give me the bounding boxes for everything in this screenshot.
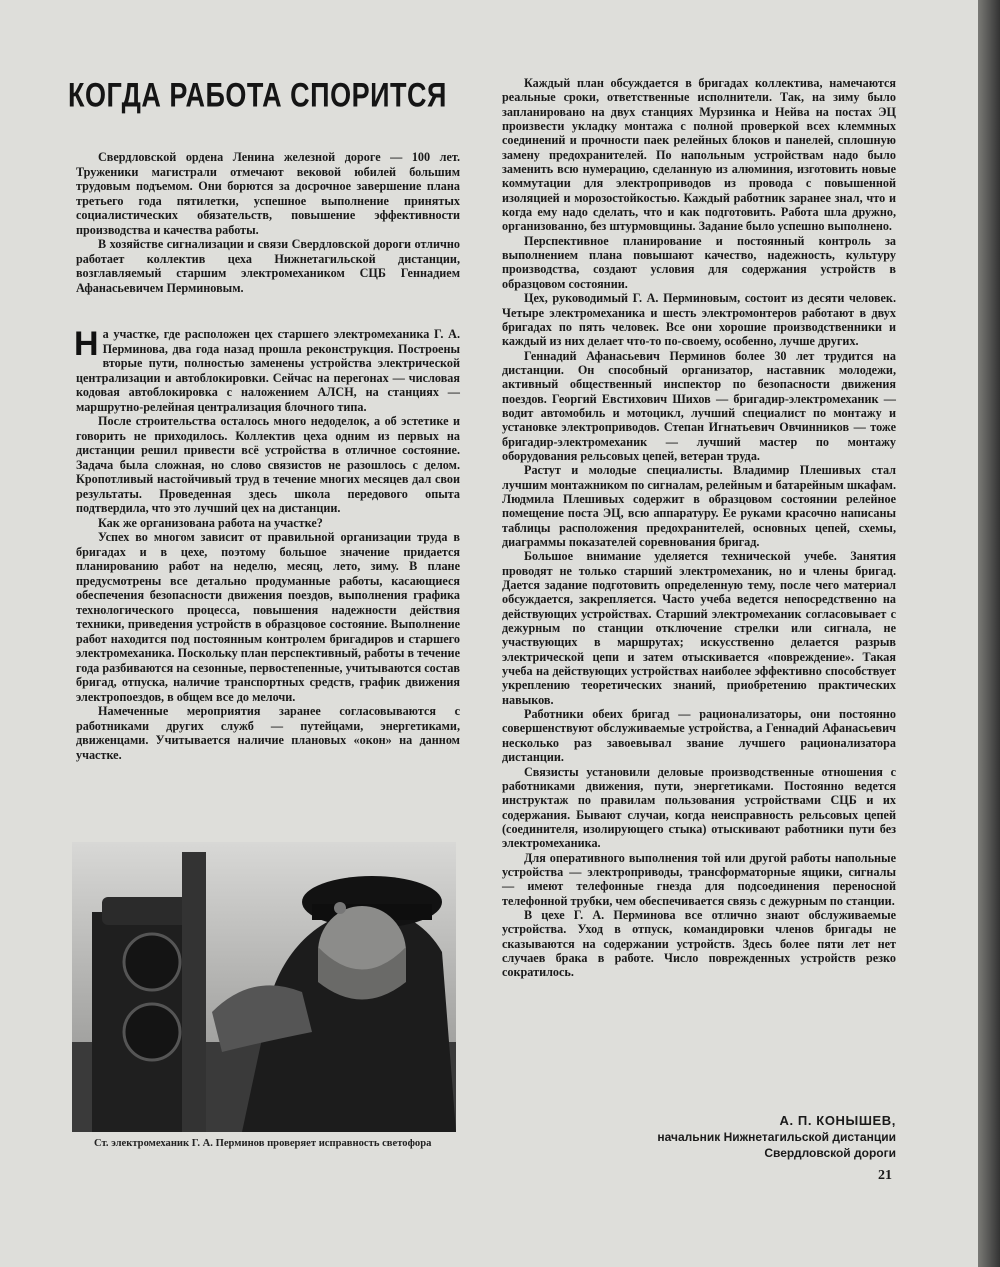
body-paragraph: Намеченные мероприятия заранее согласовываются с работниками других служб — путейцами, энергетиками, движенцами. Учитывается наличие плановых «окон» на данном участке.	[76, 704, 460, 762]
body-paragraph: Связисты установили деловые производственные отношения с работниками движения, пути, энергетиками. Постоянно ведется инструктаж по правилам пользования устройствами СЦБ и их содержания. Бывают случаи, когда неисправность рельсовых цепей (соединителя, изолирующего стыка) отыскивают работники пути без электромеханика.	[502, 764, 896, 851]
article-lead	[76, 150, 460, 295]
photo-caption: Ст. электромеханик Г. А. Перминов проверяет исправность светофора	[94, 1138, 432, 1149]
lead-paragraph: Свердловской ордена Ленина железной дороге — 100 лет. Труженики магистрали отмечают вековой юбилей большим трудовым подъемом. Они борются за досрочное завершение плана третьего года пятилетки, успешное выполнение принятых социалистических обязательств, повышение эффективности производства и качества работы.	[76, 150, 460, 237]
author-signature	[657, 1113, 896, 1161]
author-name: А. П. КОНЫШЕВ,	[779, 1113, 896, 1128]
body-paragraph: Работники обеих бригад — рационализаторы, они постоянно совершенствуют обслуживаемые устройства, а Геннадий Афанасьевич несколько раз завоевывал звание лучшего рационализатора дистанции.	[502, 707, 896, 765]
lead-paragraph: В хозяйстве сигнализации и связи Свердловской дороги отлично работает коллектив цеха Нижнетагильской дистанции, возглавляемый старшим электромехаником СЦБ Геннадием Афанасьевичем Перминовым.	[76, 237, 460, 295]
article-title: КОГДА РАБОТА СПОРИТСЯ	[68, 76, 447, 115]
body-paragraph: Каждый план обсуждается в бригадах коллектива, намечаются реальные сроки, ответственные исполнители. Так, на зиму было запланировано на двух станциях Мурзинка и Нейва на постах ЭЦ произвести укладку монтажа с полной проверкой всех клеммных соединений и прочности паек релейных блоков и панелей, сплошную замену предохранителей. По напольным устройствам надо было заменить всю нумерацию, сделанную из алюминия, изготовить новые коммутации для электроприводов из провода с повышенной изоляцией и морозостойкостью. Каждый работник заранее знал, что и когда ему надо сделать, что и как подготовить. Работа шла дружно, организованно, без штурмовщины. Задание было успешно выполнено.	[502, 76, 896, 234]
left-column	[76, 327, 460, 762]
body-paragraph: После строительства осталось много недоделок, а об эстетике и говорить не приходилось. Коллектив цеха одним из первых на дистанции решил привести всё устройства в отличное состояние. Задача была сложная, но слово связистов не разошлось с делом. Кропотливый настойчивый труд в течение многих месяцев дал свои результаты. Проведенная здесь школа передового опыта подтвердила, что это лучший цех на дистанции.	[76, 414, 460, 515]
drop-cap: Н	[74, 325, 99, 363]
body-paragraph: Большое внимание уделяется технической учебе. Занятия проводят не только старший электромеханик, но и члены бригад. Дается задание подготовить определенную тему, после чего материал обсуждается, закрепляется. Часто учеба ведется непосредственно на действующих устройствах. Старший электромеханик согласовывает с дежурным по станции отключение стрелки или сигнала, не участвующих в маршрутах; искусственно делается разрыв электрической цепи и затем отыскивается «повреждение». Такая учеба на действующих устройствах наиболее эффективно способствует укреплению теоретических знаний, приобретению практических навыков.	[502, 549, 896, 707]
body-paragraph: Растут и молодые специалисты. Владимир Плешивых стал лучшим монтажником по сигналам, релейным и батарейным шкафам. Людмила Плешивых содержит в образцовом состоянии релейное помещение поста ЭЦ, всю аппаратуру. Ее руками красочно написаны таблицы расположения предохранителей, основных цепей, схемы, диаграммы показателей соревнования бригад.	[502, 463, 896, 549]
body-paragraph: Как же организована работа на участке?	[98, 515, 323, 530]
author-road: Свердловской дороги	[764, 1146, 896, 1160]
body-paragraph: В цехе Г. А. Перминова все отлично знают обслуживаемые устройства. Уход в отпуск, командировки членов бригады не сказываются на содержании устройств. Здесь более пяти лет нет случаев брака в работе. Число поврежденных устройств резко сократилось.	[502, 907, 896, 980]
author-position: начальник Нижнетагильской дистанции	[657, 1130, 896, 1144]
right-column	[502, 76, 896, 980]
body-paragraph: Для оперативного выполнения той или другой работы напольные устройства — электроприводы, трансформаторные ящики, сигналы — имеют телефонные гнезда для подсоединения переносной телефонной трубки, чем обеспечивается связь с дежурным по станции.	[502, 850, 896, 908]
article-photo	[72, 842, 456, 1132]
body-paragraph: Успех во многом зависит от правильной организации труда в бригадах и в цехе, поэтому большое значение придается планированию работ на неделю, месяц, лето, зиму. В плане предусмотрены все детально продуманные работы, касающиеся обеспечения безопасности движения поездов, выполнения графика технологического процесса, повышения надежности действия техники, приведения устройств в образцовое состояние. Выполнение работ находится под постоянным контролем бригадиров и старшего электромеханика. Поскольку план перспективный, работы в течение года разбиваются на сезонные, первостепенные, учитываются состав бригад, отпуска, наличие транспортных средств, график движения электропоездов, в общем все до мелочи.	[76, 530, 460, 704]
book-spine-edge	[978, 0, 1000, 1267]
body-paragraph: а участке, где расположен цех старшего электромеханика Г. А. Перминова, два года назад прошла реконструкция. Построены вторые пути, полностью заменены устройства электрической централизации и автоблокировки. Сейчас на перегонах — числовая кодовая автоблокировка с наложением АЛСН, на станциях — маршрутно-релейная централизация блочного типа.	[76, 327, 460, 414]
body-paragraph: Геннадий Афанасьевич Перминов более 30 лет трудится на дистанции. Он способный организатор, наставник молодежи, активный общественный инспектор по безопасности движения поездов. Георгий Евстихович Шихов — бригадир-электромеханик — водит автомобиль и мотоцикл, лучший специалист по монтажу и установке электроприводов. Степан Игнатьевич Овчинников — тоже бригадир-электромеханик — лучший мастер по монтажу оборудования рельсовых цепей, ветеран труда.	[502, 348, 896, 463]
page-number: 21	[878, 1168, 892, 1183]
body-paragraph: Перспективное планирование и постоянный контроль за выполнением плана повышают качество, надежность, культуру производства, создают условия для содержания устройств в образцовом состоянии.	[502, 233, 896, 291]
body-paragraph: Цех, руководимый Г. А. Перминовым, состоит из десяти человек. Четыре электромеханика и шесть электромонтеров работают в двух бригадах по пять человек. Все они хорошие производственники и каждый из них делает что-то по-своему, особенно, лучше других.	[502, 291, 896, 349]
